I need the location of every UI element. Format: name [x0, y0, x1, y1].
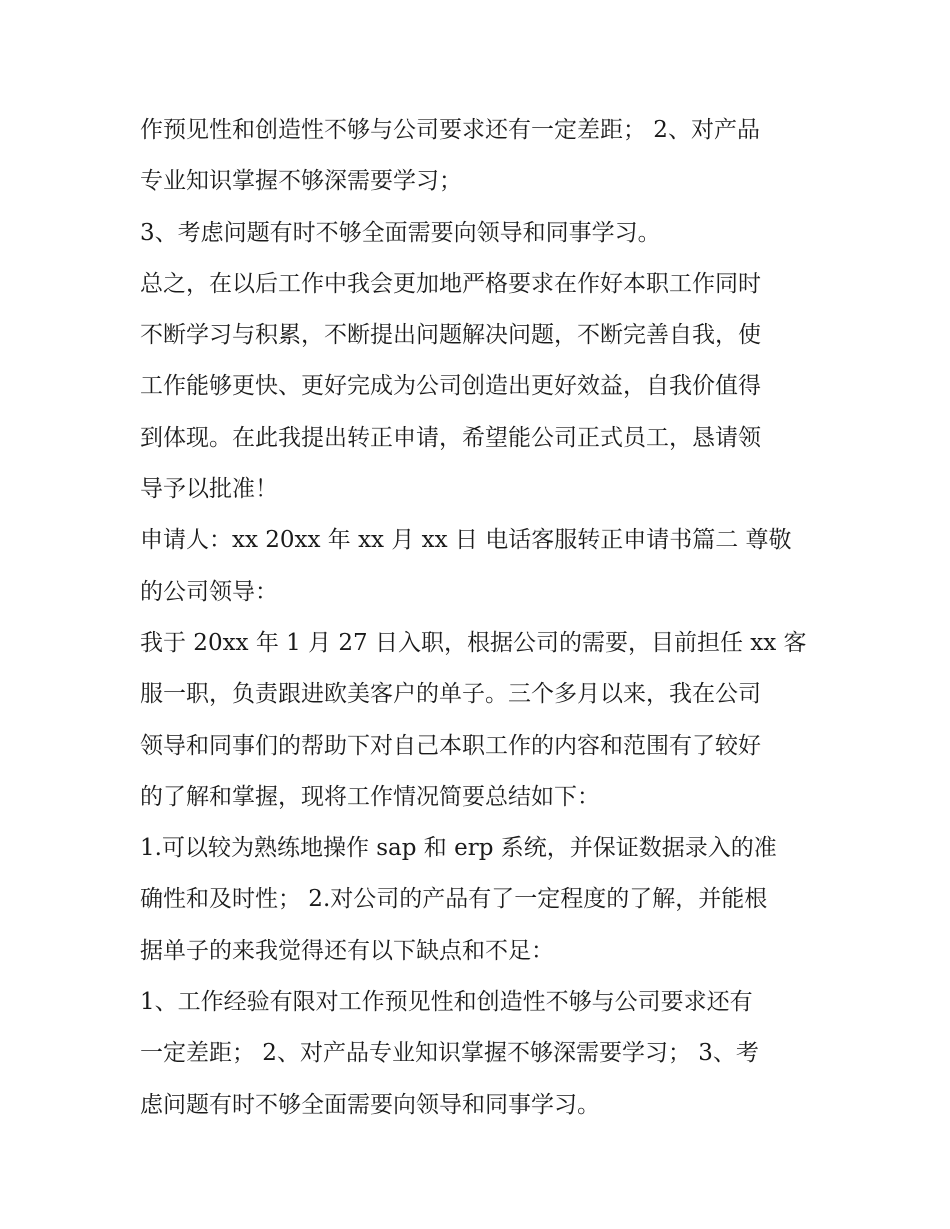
document-body [140, 105, 820, 1131]
text-line: 3、考虑问题有时不够全面需要向领导和同事学习。 [140, 219, 661, 246]
text-line: 一定差距； 2、对产品专业知识掌握不够深需要学习； 3、考 [140, 1040, 759, 1067]
text-line: 1.可以较为熟练地操作 sap 和 erp 系统，并保证数据录入的准 [140, 835, 777, 862]
text-line: 服一职，负责跟进欧美客户的单子。三个多月以来，我在公司 [140, 681, 761, 708]
text-line: 1、工作经验有限对工作预见性和创造性不够与公司要求还有 [140, 989, 753, 1016]
text-line: 作预见性和创造性不够与公司要求还有一定差距； 2、对产品 [140, 117, 760, 143]
text-line: 专业知识掌握不够深需要学习； [140, 168, 462, 195]
text-line: 虑问题有时不够全面需要向领导和同事学习。 [140, 1091, 600, 1118]
text-line: 的了解和掌握，现将工作情况简要总结如下： [140, 783, 600, 810]
text-line: 确性和及时性； 2.对公司的产品有了一定程度的了解，并能根 [140, 886, 768, 913]
text-line: 我于 20xx 年 1 月 27 日入职，根据公司的需要，目前担任 xx 客 [140, 629, 807, 656]
text-line: 的公司领导： [140, 578, 278, 605]
text-line: 据单子的来我觉得还有以下缺点和不足： [140, 937, 554, 964]
text-line: 导予以批准！ [140, 476, 278, 503]
text-line: 不断学习与积累，不断提出问题解决问题，不断完善自我，使 [140, 322, 761, 349]
text-line: 领导和同事们的帮助下对自己本职工作的内容和范围有了较好 [140, 732, 761, 759]
text-line: 工作能够更快、更好完成为公司创造出更好效益，自我价值得 [140, 373, 761, 400]
text-line: 到体现。在此我提出转正申请，希望能公司正式员工，恳请领 [140, 424, 761, 451]
text-line: 总之，在以后工作中我会更加地严格要求在作好本职工作同时 [140, 270, 761, 297]
text-line: 申请人：xx 20xx 年 xx 月 xx 日 电话客服转正申请书篇二 尊敬 [140, 527, 792, 554]
